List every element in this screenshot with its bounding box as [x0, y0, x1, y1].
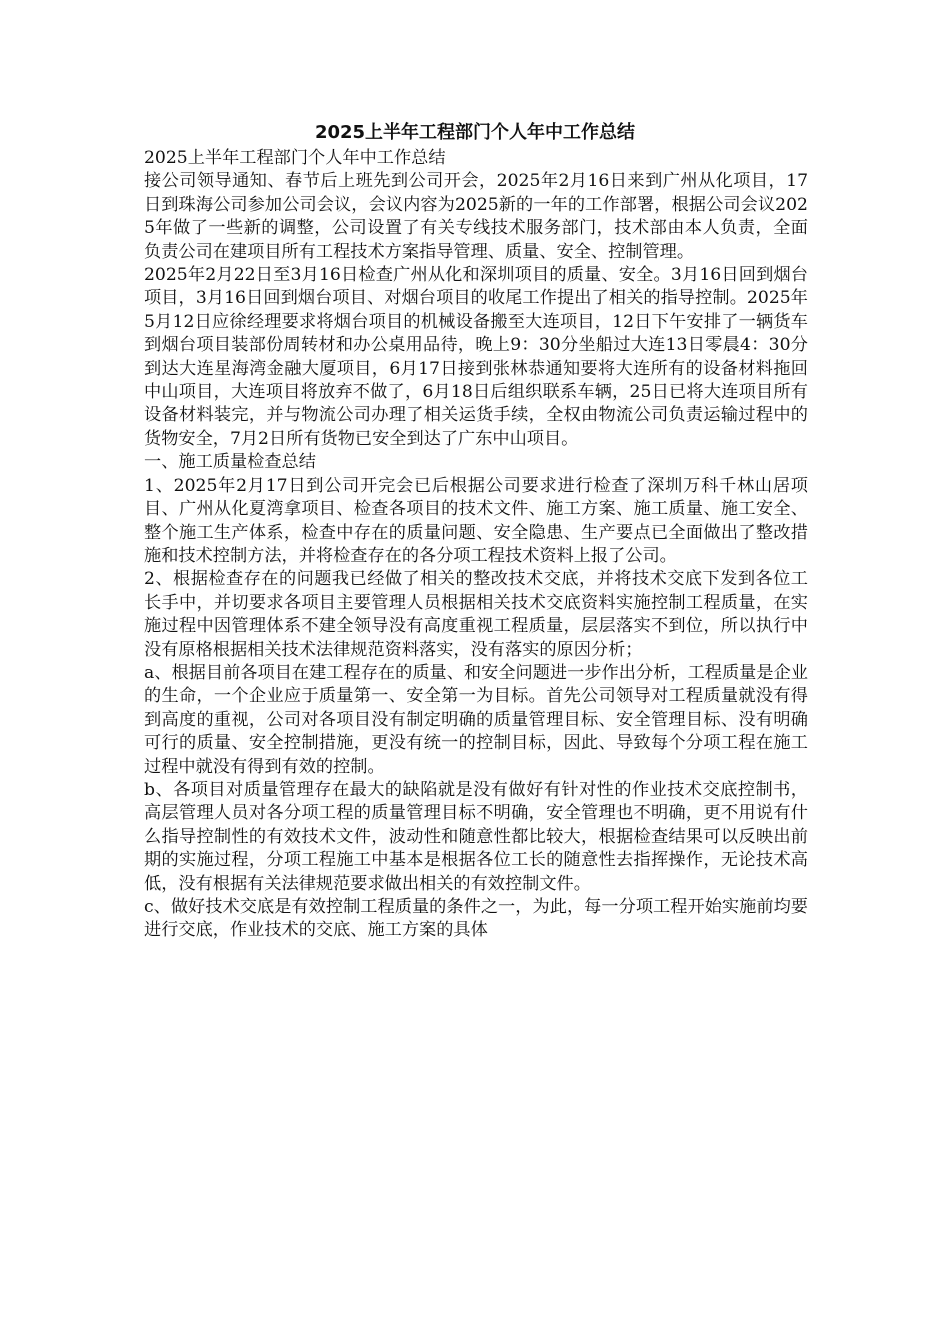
document-title: 2025上半年工程部门个人年中工作总结: [314, 122, 636, 143]
paragraph-item-2: 2、根据检查存在的问题我已经做了相关的整改技术交底，并将技术交底下发到各位工长手中，并切要求各项目主要管理人员根据相关技术交底资料实施控制工程质量，在实施过程中因管理体系不建全领导没有高度重视工程质量，层层落实不到位，所以执行中没有原格根据相关技术法律规范资料落实，没有落实的原因分析；: [144, 569, 808, 660]
subtitle-line: 2025上半年工程部门个人年中工作总结: [144, 148, 446, 168]
section-heading-quality-inspection: 一、施工质量检查总结: [144, 452, 316, 473]
paragraph-intro: 接公司领导通知、春节后上班先到公司开会，2025年2月16日来到广州从化项目，17日到珠海公司参加公司会议，会议内容为2025新的一年的工作部署，根据公司会议2025年做了一些新的调整，公司设置了有关专线技术服务部门，技术部由本人负责，全面负责公司在建项目所有工程技术方案指导管理、质量、安全、控制管理。: [144, 171, 808, 262]
paragraph-item-c: c、做好技术交底是有效控制工程质量的条件之一，为此，每一分项工程开始实施前均要进行交底，作业技术的交底、施工方案的具体: [144, 897, 808, 941]
paragraph-inspection-trip: 2025年2月22日至3月16日检查广州从化和深圳项目的质量、安全。3月16日回到烟台项目，3月16日回到烟台项目、对烟台项目的收尾工作提出了相关的指导控制。2025年5月12日应徐经理要求将烟台项目的机械设备搬至大连项目，12日下午安排了一辆货车到烟台项目装部份周转材和办公桌用品待，晚上9：30分坐船过大连13日零晨4：30分到达大连星海湾金融大厦项目，6月17日接到张林恭通知要将大连所有的设备材料拖回中山项目，大连项目将放弃不做了，6月18日后组织联系车辆，25日已将大连项目所有设备材料装完，并与物流公司办理了相关运货手续，全权由物流公司负责运输过程中的货物安全，7月2日所有货物已安全到达了广东中山项目。: [144, 265, 808, 449]
paragraph-item-1: 1、2025年2月17日到公司开完会已后根据公司要求进行检查了深圳万科千林山居项目、广州从化夏湾拿项目、检查各项目的技术文件、施工方案、施工质量、施工安全、整个施工生产体系，检查中存在的质量问题、安全隐患、生产要点已全面做出了整改措施和技术控制方法，并将检查存在的各分项工程技术资料上报了公司。: [144, 475, 808, 566]
paragraph-item-b: b、各项目对质量管理存在最大的缺陷就是没有做好有针对性的作业技术交底控制书，高层管理人员对各分项工程的质量管理目标不明确，安全管理也不明确，更不用说有什么指导控制性的有效技术文件，波动性和随意性都比较大，根据检查结果可以反映出前期的实施过程，分项工程施工中基本是根据各位工长的随意性去指挥操作，无论技术高低，没有根据有关法律规范要求做出相关的有效控制文件。: [144, 779, 808, 894]
paragraph-item-a: a、根据目前各项目在建工程存在的质量、和安全问题进一步作出分析，工程质量是企业的生命，一个企业应于质量第一、安全第一为目标。首先公司领导对工程质量就没有得到高度的重视，公司对各项目没有制定明确的质量管理目标、安全管理目标、没有明确可行的质量、安全控制措施，更没有统一的控制目标，因此、导致每个分项工程在施工过程中就没有得到有效的控制。: [144, 662, 808, 777]
document-body: [144, 147, 808, 943]
